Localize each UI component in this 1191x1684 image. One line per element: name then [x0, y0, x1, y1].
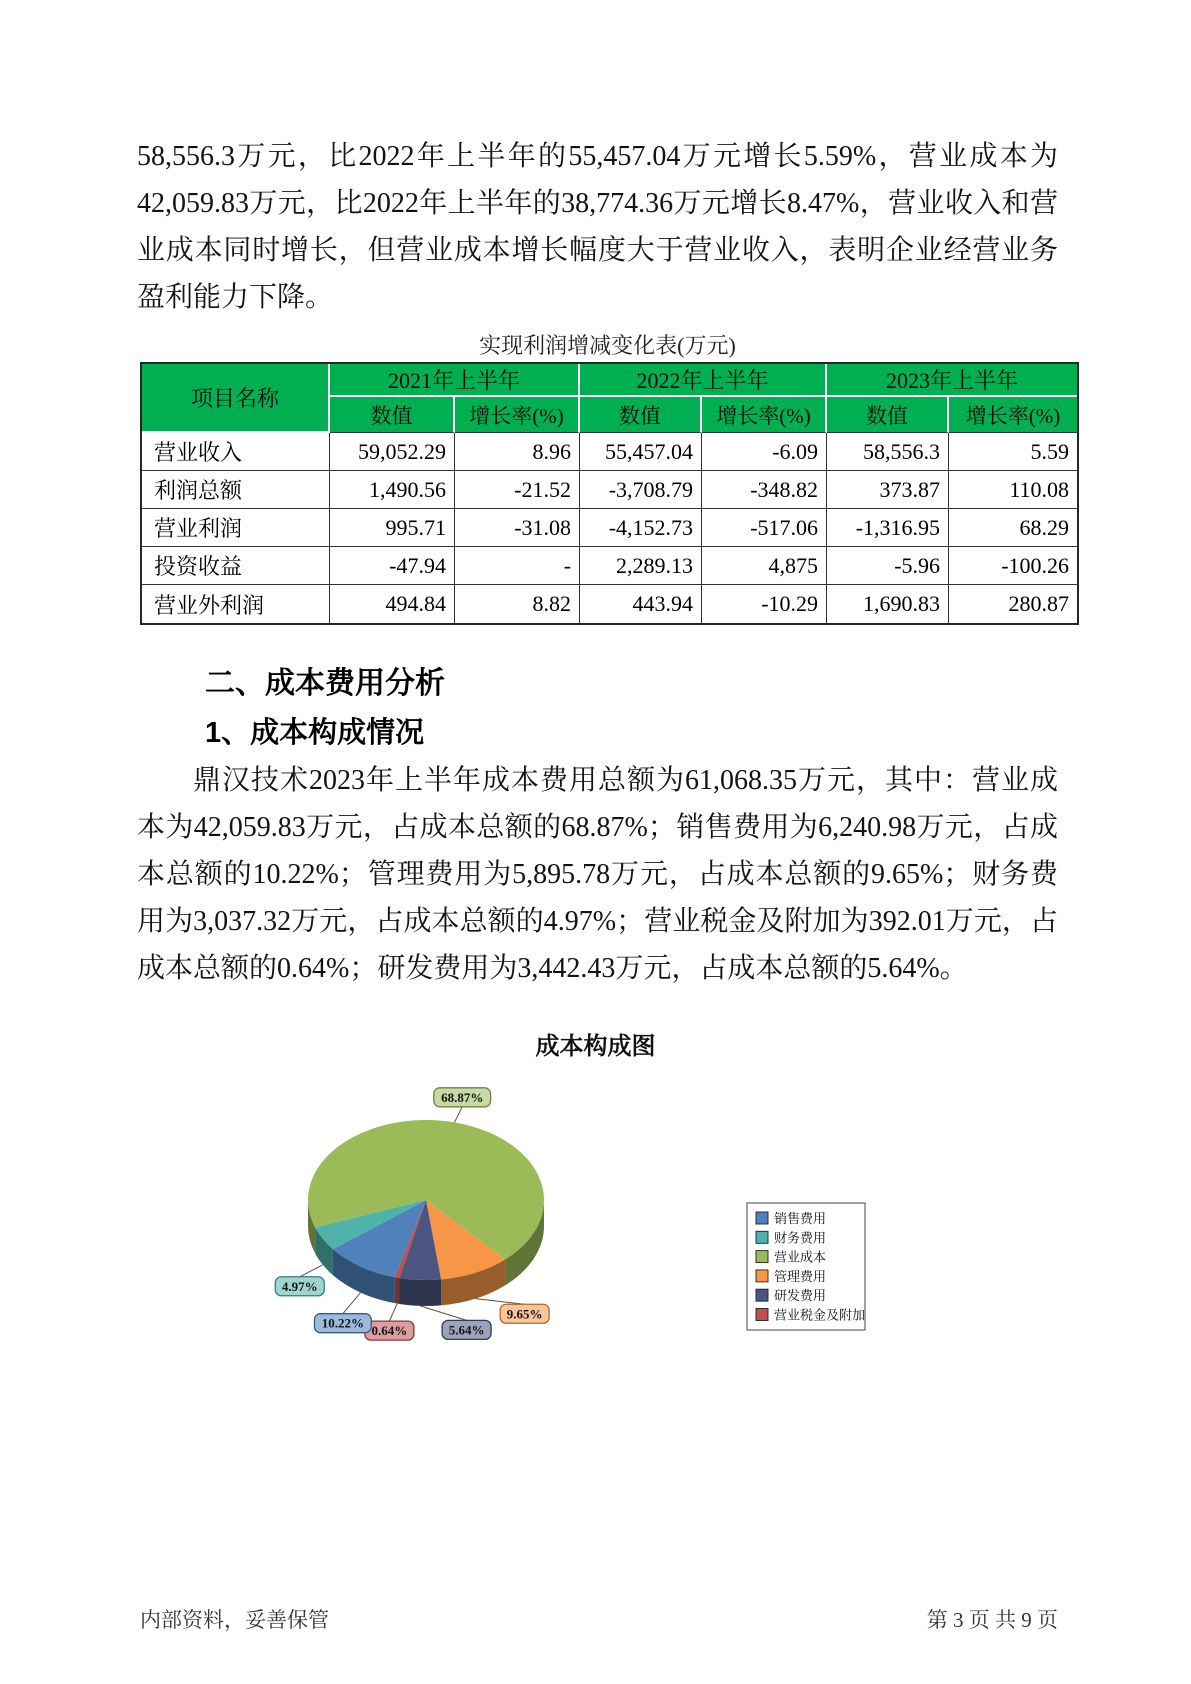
- cell-value: 58,556.3: [827, 433, 949, 471]
- paragraph-cost-composition: 鼎汉技术2023年上半年成本费用总额为61,068.35万元，其中：营业成本为42,059.83万元，占成本总额的68.87%；销售费用为6,240.98万元，占成本总额的10.22%；管理费用为5,895.78万元，占成本总额的9.65%；财务费用为3,037.32万元，占成本总额的4.97%；营业税金及附加为392.01万元，占成本总额的0.64%；研发费用为3,442.43万元，占成本总额的5.64%。: [137, 765, 1058, 984]
- table-row: [142, 547, 1077, 585]
- sub-header-growth-rate: 增长率(%): [949, 397, 1077, 433]
- cell-value: 59,052.29: [330, 433, 455, 471]
- paragraph-revenue-analysis: 58,556.3万元，比2022年上半年的55,457.04万元增长5.59%，营业成本为42,059.83万元，比2022年上半年的38,774.36万元增长8.47%，营业收入和营业成本同时增长，但营业成本增长幅度大于营业收入，表明企业经营业务盈利能力下降。: [137, 141, 1058, 313]
- row-label: 营业收入: [142, 433, 330, 471]
- sub-header-value: 数值: [330, 397, 455, 433]
- cell-value: 5.59: [949, 433, 1077, 471]
- data-label-销售费用: 10.22%: [321, 1315, 364, 1331]
- cell-value: 443.94: [580, 585, 702, 623]
- col-header-2023h1: 2023年上半年: [827, 364, 1077, 397]
- legend-label-研发费用: 研发费用: [774, 1288, 827, 1304]
- cell-value: -6.09: [702, 433, 827, 471]
- subsection-heading-cost-composition: 1、成本构成情况: [205, 717, 425, 749]
- label-leader-line: [420, 1306, 466, 1320]
- cell-value: -1,316.95: [827, 509, 949, 547]
- cell-value: 373.87: [827, 471, 949, 509]
- cell-value: -4,152.73: [580, 509, 702, 547]
- footer-note: 内部资料，妥善保管: [140, 1608, 329, 1632]
- row-label: 营业外利润: [142, 585, 330, 623]
- col-header-item-name: 项目名称: [142, 364, 330, 433]
- sub-header-growth-rate: 增长率(%): [455, 397, 580, 433]
- cell-value: 8.96: [455, 433, 580, 471]
- data-label-研发费用: 5.64%: [448, 1322, 485, 1338]
- cell-value: 68.29: [949, 509, 1077, 547]
- section-heading-cost-analysis: 二、成本费用分析: [205, 667, 445, 700]
- cell-value: 1,690.83: [827, 585, 949, 623]
- cell-value: -10.29: [702, 585, 827, 623]
- table-row: [142, 509, 1077, 547]
- label-leader-line: [300, 1265, 323, 1277]
- data-label-营业税金及附加: 0.64%: [371, 1323, 408, 1339]
- cell-value: 280.87: [949, 585, 1077, 623]
- label-leader-line: [475, 1299, 524, 1305]
- cell-value: -517.06: [702, 509, 827, 547]
- cost-composition-pie-chart: [140, 1058, 940, 1398]
- table-row: [142, 471, 1077, 509]
- cell-value: -5.96: [827, 547, 949, 585]
- cell-value: -47.94: [330, 547, 455, 585]
- cell-value: -3,708.79: [580, 471, 702, 509]
- page-number: 第 3 页 共 9 页: [926, 1608, 1058, 1632]
- profit-table-title: 实现利润增减变化表(万元): [479, 333, 736, 358]
- col-header-2022h1: 2022年上半年: [580, 364, 827, 397]
- col-header-2021h1: 2021年上半年: [330, 364, 580, 397]
- cell-value: -100.26: [949, 547, 1077, 585]
- data-label-财务费用: 4.97%: [281, 1278, 318, 1294]
- table-row: [142, 433, 1077, 471]
- label-leader-line: [389, 1304, 397, 1322]
- data-label-管理费用: 9.65%: [506, 1306, 543, 1322]
- label-leader-line: [454, 1107, 462, 1123]
- row-label: 营业利润: [142, 509, 330, 547]
- cell-value: 8.82: [455, 585, 580, 623]
- cell-value: 1,490.56: [330, 471, 455, 509]
- legend-label-财务费用: 财务费用: [774, 1230, 827, 1246]
- legend-swatch-营业税金及附加: [756, 1309, 768, 1321]
- cell-value: -31.08: [455, 509, 580, 547]
- row-label: 投资收益: [142, 547, 330, 585]
- profit-table-body: [142, 433, 1077, 623]
- cell-value: 995.71: [330, 509, 455, 547]
- legend-label-营业成本: 营业成本: [774, 1249, 827, 1265]
- label-leader-line: [343, 1293, 361, 1314]
- legend-swatch-研发费用: [756, 1289, 768, 1301]
- table-header-row-years: [142, 364, 1077, 397]
- legend-label-销售费用: 销售费用: [774, 1211, 827, 1226]
- cell-value: -: [455, 547, 580, 585]
- cell-value: 4,875: [702, 547, 827, 585]
- table-row: [142, 585, 1077, 623]
- legend-swatch-财务费用: [756, 1231, 768, 1243]
- chart-title: 成本构成图: [535, 1033, 656, 1060]
- cell-value: 494.84: [330, 585, 455, 623]
- legend-swatch-销售费用: [756, 1212, 768, 1224]
- legend-swatch-营业成本: [756, 1251, 768, 1263]
- sub-header-value: 数值: [580, 397, 702, 433]
- legend-swatch-管理费用: [756, 1270, 768, 1282]
- sub-header-value: 数值: [827, 397, 949, 433]
- pie-slice-side: [400, 1278, 442, 1306]
- sub-header-growth-rate: 增长率(%): [702, 397, 827, 433]
- data-label-营业成本: 68.87%: [441, 1089, 484, 1105]
- cell-value: -348.82: [702, 471, 827, 509]
- pie-slice-side: [395, 1277, 400, 1304]
- cell-value: 2,289.13: [580, 547, 702, 585]
- legend-label-管理费用: 管理费用: [774, 1268, 827, 1284]
- legend-label-营业税金及附加: 营业税金及附加: [774, 1307, 866, 1323]
- cell-value: 55,457.04: [580, 433, 702, 471]
- cell-value: -21.52: [455, 471, 580, 509]
- cell-value: 110.08: [949, 471, 1077, 509]
- row-label: 利润总额: [142, 471, 330, 509]
- profit-change-table: [140, 362, 1079, 625]
